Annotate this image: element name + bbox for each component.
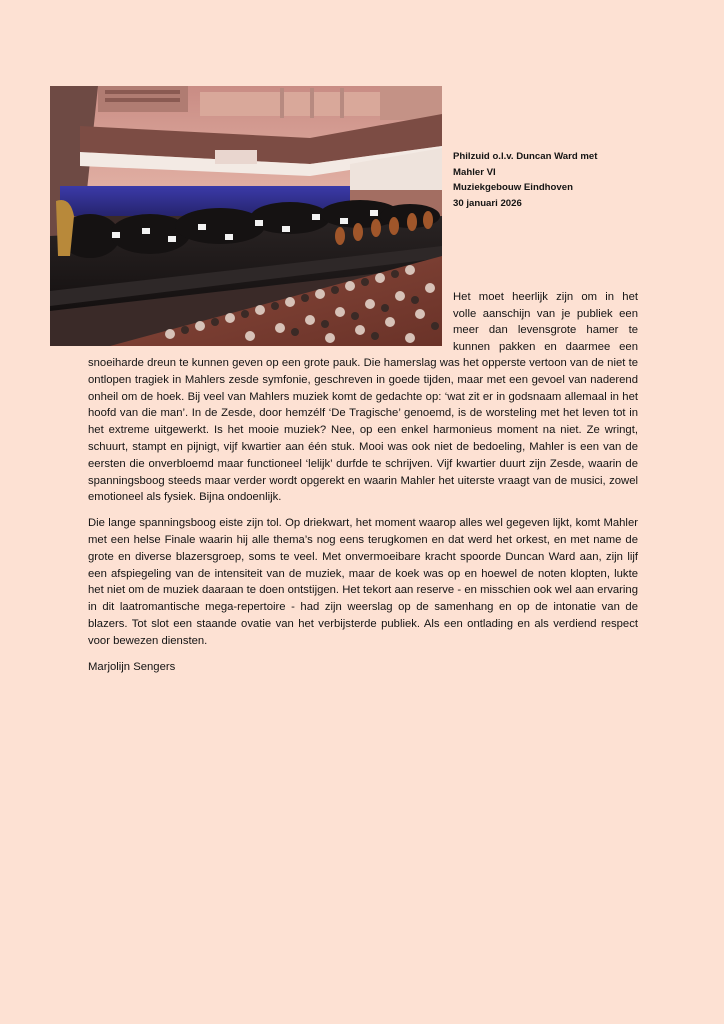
paragraph-1: snoeiharde dreun te kunnen geven op een grote pauk. Die hamerslag was het opperste vertoon van de niet te ontlopen tragiek in Mahlers zesde symfonie, geschreven in goede tijden, maar met een gevoel van naderend onheil om de hoek. Bij veel van Mahlers muziek komt de gedachte op: ‘wat zit er in godsnaam allemaal in het hoofd van die man’. In de Zesde, door hemzélf ‘De Tragische’ genoemd, is de worsteling met het leven tot in het extreme uitgewerkt. Is het mooie muziek? Nee, op een enkel harmonieus moment na niet. Ze wringt, schuurt, stampt en pijnigt, vijf kwartier aan één stuk. Mooi was ook niet de bedoeling, Mahler is een van de eersten die onverbloemd maar functioneel ‘lelijk’ durfde te schrijven. Vijf kwartier duurt zijn Zesde, waarin de spanningsboog steeds maar verder wordt opgerekt en waarin Mahler het uiterste vraagt van de musici, zowel emotioneel als fysiek. Bijna ondoenlijk. [88, 357, 638, 504]
author-signature: Marjolijn Sengers [88, 660, 176, 673]
caption-performers: Philzuid o.l.v. Duncan Ward met [453, 151, 598, 162]
article-body [88, 355, 638, 684]
intro-line: kunnen pakken en daarmee een [453, 340, 638, 353]
intro-text [453, 289, 638, 355]
intro-line: volle aanschijn van je publiek een [453, 307, 638, 320]
orchestra-image [50, 86, 442, 346]
intro-line: meer dan levensgrote hamer te [453, 324, 638, 337]
caption-venue: Muziekgebouw Eindhoven [453, 182, 573, 193]
caption-date: 30 januari 2026 [453, 197, 522, 209]
paragraph-2: Die lange spanningsboog eiste zijn tol. Op driekwart, het moment waarop alles wel gegeven lijkt, komt Mahler met een helse Finale waarin hij alle thema’s nog eens terugkomen en dat werd het orkest, en met name de grote en diverse blazersgroep, soms te veel. Met onvermoeibare kracht spoorde Duncan Ward aan, zijn lijf een afspiegeling van de intensiteit van de muziek, maar de koek was op en hoewel de noten klopten, lukte het niet om de muziek daaraan te doen ontstijgen. Het tekort aan reserve - en misschien ook wel aan ervaring in dit laatromantische mega-repertoire - had zijn weerslag op de samenhang en op de intonatie van de blazers. Tot slot een staande ovatie van het verbijsterde publiek. Als een ontlading en als verdiend respect voor bewezen diensten. [88, 517, 638, 647]
caption-work: Mahler VI [453, 166, 496, 178]
concert-caption [453, 149, 683, 211]
intro-line: Het moet heerlijk zijn om in het [453, 291, 638, 303]
concert-hall-photo [50, 86, 442, 346]
